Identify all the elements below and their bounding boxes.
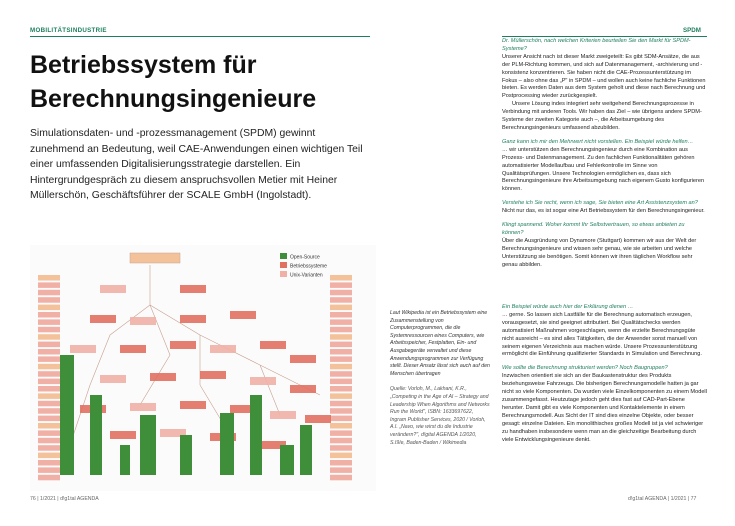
article-title: Betriebssystem für Berechnungsingenieure	[30, 51, 317, 113]
timeline-tick	[38, 430, 60, 436]
timeline-tick	[330, 319, 352, 325]
os-node	[130, 317, 156, 325]
os-node	[110, 431, 136, 439]
timeline-tick	[38, 460, 60, 466]
question-6: Wie sollte die Berechnung strukturiert werden? Noch Baugruppen?	[502, 365, 668, 372]
os-node	[100, 375, 126, 383]
timeline-tick	[38, 393, 60, 399]
timeline-tick	[330, 349, 352, 355]
footer-right: d!g1tal AGENDA | 1/2021 | 77	[628, 496, 697, 502]
timeline-tick	[38, 408, 60, 414]
timeline-tick	[38, 356, 60, 362]
os-node	[290, 355, 316, 363]
timeline-tick	[330, 423, 352, 429]
os-node	[230, 311, 256, 319]
os-node	[180, 315, 206, 323]
timeline-tick	[330, 430, 352, 436]
os-node	[200, 371, 226, 379]
timeline-tick	[330, 312, 352, 318]
legend-swatch	[280, 262, 287, 268]
question-4: Klingt spannend. Woher kommt Ihr Selbstvertrauen, so etwas anbieten zu können?	[502, 222, 685, 236]
timeline-tick	[38, 416, 60, 422]
answer-4: Über die Ausgründung von Dynamore (Stuttgart) kommen wir aus der Welt der Berechnungsingenieure und wissen sehr genau, wie sie arbeiten und welche Unterstützung sie benötigen. Somit können wir ihren täglichen Workflow sehr genau abbilden.	[502, 237, 697, 268]
os-node	[305, 415, 331, 423]
caption-text: Laut Wikipedia ist ein Betriebssystem eine Zusammenstellung von Computerprogrammen, die die Systemressourcen eines Computers, wie Arbeitsspeicher, Festplatten, Ein- und Ausgabegeräte verwaltet und diese Anwendungsprogrammen zur Verfügung stellt. Dieser Ansatz lässt sich auch auf den Menschen übertragen	[390, 310, 490, 377]
open-source-bar	[300, 425, 312, 475]
answer-2: … wir unterstützen den Berechnungsingenieur durch eine Kombination aus Prozess- und Datenmanagement. Zu den fachlichen Funktionalitäten gehören automatisierter Modellaufbau und Fehlerkontrolle im Sinne von Qualitätsprüfungen. Unsere Technologien ermöglichen es, dass sich Berechnungsingenieure ihre Arbeitsumgebung nach eigenem Gusto konfigurieren können.	[502, 146, 705, 193]
timeline-tick	[38, 386, 60, 392]
os-history-figure	[30, 245, 376, 491]
timeline-tick	[38, 327, 60, 333]
os-node	[210, 345, 236, 353]
open-source-bar	[220, 413, 234, 475]
os-node	[270, 411, 296, 419]
answer-1: Unserer Ansicht nach ist dieser Markt zweigeteilt: Es gibt SDM-Ansätze, die aus der PLM-Richtung kommen, und sich auf Datenmanagement, -archivierung und -konsistenz konzentrieren. Sie haben nicht die CAE-Prozessunterstützung im Fokus – also ohne das „P" in SPDM – und wollen auch keine fachliche Funktionen bieten. Es werden Daten aus dem System geholt und diese nach Berechnung und Postprocessing wieder zurückgespielt.	[502, 53, 706, 100]
answer-1b: Unsere Lösung indes integriert sehr weitgehend Berechnungsprozesse in Verbindung mit anderen Tools. Wir haben das Ziel – wie übrigens andere SPDM-Systeme der zweiten Kategorie auch –, die Arbeitsumgebung des Berechnungsingenieurs umfassend abzubilden.	[502, 101, 702, 131]
timeline-tick	[38, 445, 60, 451]
timeline-tick	[330, 401, 352, 407]
diagram-link	[260, 365, 280, 415]
timeline-tick	[38, 467, 60, 473]
timeline-tick	[330, 342, 352, 348]
timeline-tick	[38, 342, 60, 348]
timeline-tick	[330, 408, 352, 414]
timeline-tick	[330, 467, 352, 473]
timeline-tick	[330, 364, 352, 370]
os-node	[290, 385, 316, 393]
legend-swatch	[280, 253, 287, 259]
timeline-tick	[330, 453, 352, 459]
timeline-tick	[38, 453, 60, 459]
root-node	[130, 253, 180, 263]
timeline-tick	[330, 356, 352, 362]
os-node	[130, 403, 156, 411]
os-node	[180, 285, 206, 293]
timeline-tick	[38, 371, 60, 377]
question-1: Dr. Müllerschön, nach welchen Kriterien beurteilen Sie den Markt für SPDM-Systeme?	[502, 38, 691, 52]
timeline-tick	[38, 290, 60, 296]
diagram-link	[150, 305, 170, 355]
question-5: Ein Beispiel würde auch hier der Erklärung dienen …	[502, 304, 634, 310]
caption-source: Quelle: Vorloh, M., Lakhani, K.R., „Competing in the Age of AI – Strategy and Leadership When Algorithms and Networks Run the World", ISBN: 1633697622, Ingram Publisher Services, 2020 / Vorloh, A.I. „Navo, wie wirst du die Industrie verändern?", d!gital AGENDA 1/2020, S.I9/e, Baden-Baden / Wikimedia	[390, 386, 490, 446]
timeline-tick	[38, 319, 60, 325]
open-source-bar	[90, 395, 102, 475]
timeline-tick	[330, 475, 352, 481]
legend-swatch	[280, 271, 287, 277]
timeline-tick	[330, 327, 352, 333]
timeline-tick	[38, 275, 60, 281]
timeline-tick	[38, 364, 60, 370]
open-source-bar	[280, 445, 294, 475]
timeline-tick	[330, 460, 352, 466]
timeline-tick	[38, 334, 60, 340]
timeline-tick	[38, 438, 60, 444]
answer-3: Nicht nur das, es ist sogar eine Art Betriebssystem für den Berechnungsingenieur.	[502, 208, 705, 215]
answer-6: Inzwischen orientiert sie sich an der Baukastenstruktur des Produkts beziehungsweise Fahrzeugs. Die bisherigen Berechnungsmodelle hatten ja gar nicht so viele Komponenten. Da wurden viele Einzelkomponenten zu einem Modell zusammengefasst. Heutzutage jedoch geht dies fast auf CAD-Part-Ebene herunter. Damit gibt es viele Komponenten und Kontaktelemente in einem Berechnungsmodell. Aus Sicht der IT sind dies einzelne Objekte, oder besser gesagt: einzelne Dateien. Ein monolithisches großes Modell ist ja viel schwieriger zu handhaben insbesondere wenn man an die gleichzeitige Bearbeitung durch viele Entwicklungsingenieure denkt.	[502, 373, 707, 443]
os-history-diagram	[30, 245, 376, 491]
open-source-bar	[60, 355, 74, 475]
timeline-tick	[38, 349, 60, 355]
timeline-tick	[330, 393, 352, 399]
timeline-tick	[330, 438, 352, 444]
timeline-tick	[38, 297, 60, 303]
os-node	[170, 341, 196, 349]
timeline-tick	[38, 305, 60, 311]
os-node	[150, 373, 176, 381]
os-node	[70, 345, 96, 353]
timeline-tick	[38, 423, 60, 429]
timeline-tick	[38, 401, 60, 407]
timeline-tick	[38, 312, 60, 318]
timeline-tick	[330, 334, 352, 340]
timeline-tick	[330, 371, 352, 377]
legend-label: Open-Source	[290, 254, 320, 261]
open-source-bar	[250, 395, 262, 475]
answer-5: … gerne. So lassen sich Lastfälle für die Berechnung automatisch erzeugen, vorausgesetzt, sie sind geeignet attributiert. Bei Qualitätschecks werden automatisiert Maßnahmen vorgeschlagen, wenn die erzielte Berechnungsgüte nicht ausreicht – es sind alles Tätigkeiten, die der Anwender sonst manuell von seinem eigenen Verzeichnis aus machen würde. Unsere Prozessunterstützung ermöglicht die Einführung qualifizierter Standards in Simulation und Berechnung.	[502, 311, 702, 358]
section-label-right: SPDM	[683, 27, 701, 34]
question-2: Ganz kann ich mir den Mehrwert nicht vorstellen. Ein Beispiel würde helfen…	[502, 138, 694, 145]
timeline-tick	[330, 297, 352, 303]
figure-caption	[390, 310, 490, 447]
legend-label: Betriebssysteme	[290, 263, 327, 270]
open-source-bar	[140, 415, 156, 475]
timeline-tick	[330, 305, 352, 311]
os-node	[180, 401, 206, 409]
legend-label: Unix-Varianten	[290, 272, 323, 279]
timeline-tick	[330, 416, 352, 422]
open-source-bar	[120, 445, 130, 475]
timeline-tick	[38, 475, 60, 481]
timeline-tick	[330, 290, 352, 296]
open-source-bar	[180, 435, 192, 475]
timeline-tick	[38, 282, 60, 288]
timeline-tick	[330, 282, 352, 288]
lead-paragraph: Simulationsdaten- und -prozessmanagement (SPDM) gewinnt zunehmend an Bedeutung, weil CAE-Anwendungen einen wichtigen Teil einer umfassenden Digitalisierungsstrategie darstellen. Ein Hintergrundgespräch zu diesem anspruchsvollen Metier mit Heiner Müllerschön, Geschäftsführer der SCALE GmbH (Ingolstadt).	[30, 128, 363, 202]
timeline-tick	[330, 275, 352, 281]
header-rule-right	[502, 36, 707, 37]
os-node	[90, 315, 116, 323]
footer-left: 76 | 1/2021 | d!g1tal AGENDA	[30, 496, 99, 502]
os-node	[260, 341, 286, 349]
os-node	[100, 285, 126, 293]
timeline-tick	[330, 386, 352, 392]
interview-column-top	[502, 38, 707, 269]
timeline-tick	[330, 445, 352, 451]
question-3: Verstehe ich Sie recht, wenn ich sage, Sie bieten eine Art Assistenzsystem an?	[502, 200, 698, 207]
os-node	[250, 377, 276, 385]
os-node	[120, 345, 146, 353]
section-label: MOBILITÄTSINDUSTRIE	[30, 27, 107, 34]
timeline-tick	[38, 379, 60, 385]
interview-column-bottom	[502, 304, 707, 444]
timeline-tick	[330, 379, 352, 385]
header-rule-left	[30, 36, 370, 37]
